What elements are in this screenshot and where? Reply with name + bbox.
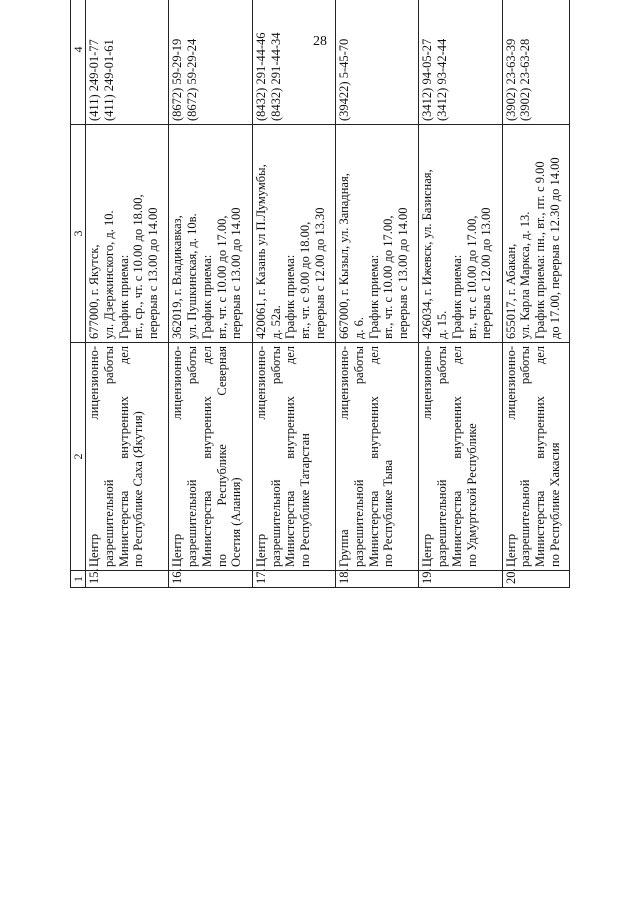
organization-line: Центр лицензионно- [420, 346, 435, 567]
phone-number: (411) 249-01-61 [101, 39, 116, 121]
header-cell: 4 [71, 0, 86, 125]
address-schedule-cell [419, 125, 502, 343]
address-line: 426034, г. Ижевск, ул. Базисная, [420, 169, 435, 339]
organization-line: по Республике Северная [214, 346, 229, 567]
organization-line: Центр лицензионно- [170, 346, 185, 567]
address-line: вт., чт. с 9.00 до 18.00, [298, 221, 312, 339]
organization-cell [169, 343, 252, 571]
address-line: перерыв с 12.00 до 13.00 [479, 207, 494, 339]
phone-number: (3412) 93-42-44 [435, 38, 450, 121]
address-line: График приема: [116, 254, 131, 339]
phones-cell [169, 0, 252, 125]
phone-number: (39422) 5-45-70 [337, 38, 352, 121]
organization-line: Министерства внутренних дел [366, 346, 381, 567]
address-line: 667000, г. Кызыл, ул. Западная, [337, 173, 352, 339]
header-cell: 3 [71, 125, 86, 343]
table-row [86, 0, 169, 588]
address-line: 655017, г. Абакан, [503, 243, 518, 339]
organization-line: Группа лицензионно- [337, 346, 352, 567]
phone-number: (411) 249-01-77 [87, 39, 102, 121]
organization-line: Министерства внутренних дел [116, 346, 131, 567]
organization-line: по Республике Хакасия [547, 442, 562, 567]
address-line: д. 6. [351, 317, 366, 339]
address-line: 420061, г. Казань ул П.Лумумбы, [253, 164, 268, 339]
organization-line: по Удмуртской Республике [464, 423, 479, 567]
organization-line: Министерства внутренних дел [449, 346, 464, 567]
address-line: перерыв с 12.00 до 13.30 [312, 207, 327, 339]
organization-cell [252, 343, 335, 571]
organization-line: Центр лицензионно- [503, 346, 518, 567]
rotated-table-container [70, 0, 570, 588]
address-line: График приема: [449, 254, 464, 339]
organization-cell [86, 343, 169, 571]
address-line: ул. Дзержинского, д. 10. [101, 210, 116, 339]
address-line: вт., ср., чт. с 10.00 до 18.00, [131, 194, 146, 339]
phone-number: (8672) 59-29-19 [170, 38, 185, 121]
phone-number: (3902) 23-63-39 [503, 38, 518, 121]
row-number: 20. [502, 571, 569, 588]
table-row [336, 0, 419, 588]
address-line: д. 15. [435, 310, 450, 339]
address-line: вт., чт. с 10.00 до 17.00, [464, 215, 479, 339]
page-number: 28 [313, 34, 327, 49]
phones-cell [419, 0, 502, 125]
organization-line: Центр лицензионно- [87, 346, 102, 567]
address-line: до 17.00, перерыв с 12.30 до 14.00 [547, 157, 562, 339]
row-number: 15. [86, 571, 169, 588]
organization-line: разрешительной работы [518, 346, 533, 567]
header-row [71, 0, 86, 588]
address-schedule-cell [169, 125, 252, 343]
organization-line: разрешительной работы [185, 346, 200, 567]
phones-cell [252, 0, 335, 125]
address-line: 677000, г. Якутск, [87, 244, 102, 339]
address-line: 362019, г. Владикавказ, [170, 215, 185, 339]
address-line: вт., чт. с 10.00 до 17.00, [214, 215, 229, 339]
address-line: График приема: [366, 254, 381, 339]
organization-cell [419, 343, 502, 571]
address-schedule-cell [502, 125, 569, 343]
address-line: ул. Пушкинская, д. 10в. [185, 213, 200, 339]
address-line: перерыв с 13.00 до 14.00 [146, 207, 161, 339]
header-cell: 2 [71, 343, 86, 571]
table-body [71, 0, 570, 588]
table-row [169, 0, 252, 588]
phone-number: (3902) 23-63-28 [518, 38, 533, 121]
table-row [419, 0, 502, 588]
organization-line: разрешительной работы [351, 346, 366, 567]
licensing-centers-table [70, 0, 570, 588]
phone-number: (8672) 59-29-24 [185, 38, 200, 121]
table-rotation-wrapper [70, 32, 570, 830]
address-line: вт., чт. с 10.00 до 17.00, [381, 215, 396, 339]
row-number: 18. [336, 571, 419, 588]
phones-cell [86, 0, 169, 125]
header-cell: 1 [71, 571, 86, 588]
organization-line: Министерства внутренних дел [533, 346, 548, 567]
address-line: перерыв с 13.00 до 14.00 [229, 207, 244, 339]
organization-line: Осетия (Алания) [229, 477, 244, 567]
address-line: График приема: [199, 254, 214, 339]
organization-line: Центр лицензионно- [253, 346, 268, 567]
phones-cell [502, 0, 569, 125]
address-schedule-cell [86, 125, 169, 343]
organization-line: разрешительной работы [101, 346, 116, 567]
phone-number: (3412) 94-05-27 [420, 38, 435, 121]
row-number: 17. [252, 571, 335, 588]
organization-line: разрешительной работы [435, 346, 450, 567]
row-number: 16. [169, 571, 252, 588]
organization-line: разрешительной работы [268, 346, 283, 567]
row-number: 19. [419, 571, 502, 588]
organization-line: по Республике Саха (Якутия) [131, 411, 146, 567]
address-schedule-cell [336, 125, 419, 343]
table-row [252, 0, 335, 588]
table-row [502, 0, 569, 588]
address-schedule-cell [252, 125, 335, 343]
address-line: д. 52а. [268, 305, 283, 339]
address-line: перерыв с 13.00 до 14.00 [396, 207, 411, 339]
organization-line: Министерства внутренних дел [199, 346, 214, 567]
address-line: График приема: [283, 254, 298, 339]
organization-line: по Республике Тыва [381, 459, 396, 567]
organization-cell [336, 343, 419, 571]
phones-cell [336, 0, 419, 125]
address-line: ул. Карла Маркса, д. 13. [518, 211, 533, 339]
organization-cell [502, 343, 569, 571]
organization-line: по Республике Татарстан [298, 433, 312, 567]
organization-line: Министерства внутренних дел [283, 346, 298, 567]
phone-number: (8432) 291-44-46 [253, 32, 268, 121]
phone-number: (8432) 291-44-34 [268, 32, 283, 121]
address-line: График приема: пн., вт., пт. с 9.00 [533, 161, 548, 339]
